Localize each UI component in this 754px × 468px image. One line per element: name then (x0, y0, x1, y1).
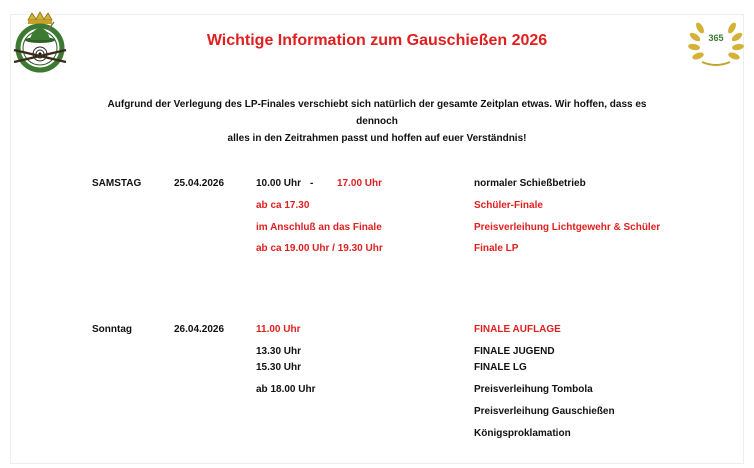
sunday-row-time: 11.00 Uhr (256, 324, 301, 335)
sunday-row-time: ab 18.00 Uhr (256, 384, 316, 395)
saturday-time-end: 17.00 Uhr (337, 178, 383, 189)
sunday-date: 26.04.2026 (174, 324, 225, 335)
sunday-row-event: FINALE LG (474, 362, 527, 373)
sunday-row-time: 13.30 Uhr (256, 346, 302, 357)
saturday-row-time: ab ca 19.00 Uhr / 19.30 Uhr (256, 243, 383, 254)
sunday-row-time: 15.30 Uhr (256, 362, 302, 373)
laurel-number: 365 (708, 33, 724, 43)
saturday-row-time: im Anschluß an das Finale (256, 222, 382, 233)
saturday-time-start: 10.00 Uhr (256, 178, 302, 189)
sunday-row-event: Preisverleihung Gauschießen (474, 406, 615, 417)
saturday-row-event: Preisverleihung Lichtgewehr & Schüler (474, 222, 661, 233)
saturday-first-event: normaler Schießbetrieb (474, 178, 586, 189)
saturday-date: 25.04.2026 (174, 178, 225, 189)
sunday-row-event: Königsproklamation (474, 428, 571, 439)
intro-line-1: Aufgrund der Verlegung des LP-Finales verschiebt sich natürlich der gesamte Zeitplan etwas. Wir hoffen, dass es dennoch (107, 99, 647, 127)
saturday-day: SAMSTAG (92, 178, 142, 189)
saturday-row-event: Schüler-Finale (474, 200, 543, 211)
saturday-row-time: ab ca 17.30 (256, 200, 310, 211)
saturday-row-event: Finale LP (474, 243, 519, 254)
sunday-day: Sonntag (92, 324, 132, 335)
sunday-row-event: FINALE JUGEND (474, 346, 555, 357)
sunday-row-event: Preisverleihung Tombola (474, 384, 593, 395)
page-title: Wichtige Information zum Gauschießen 2026 (206, 32, 548, 49)
saturday-time-dash: - (310, 178, 314, 189)
sunday-row-event: FINALE AUFLAGE (474, 324, 561, 335)
intro-line-2: alles in den Zeitrahmen passt und hoffen auf euer Verständnis! (227, 133, 527, 144)
intro-text (90, 96, 664, 147)
page-frame (10, 14, 744, 464)
